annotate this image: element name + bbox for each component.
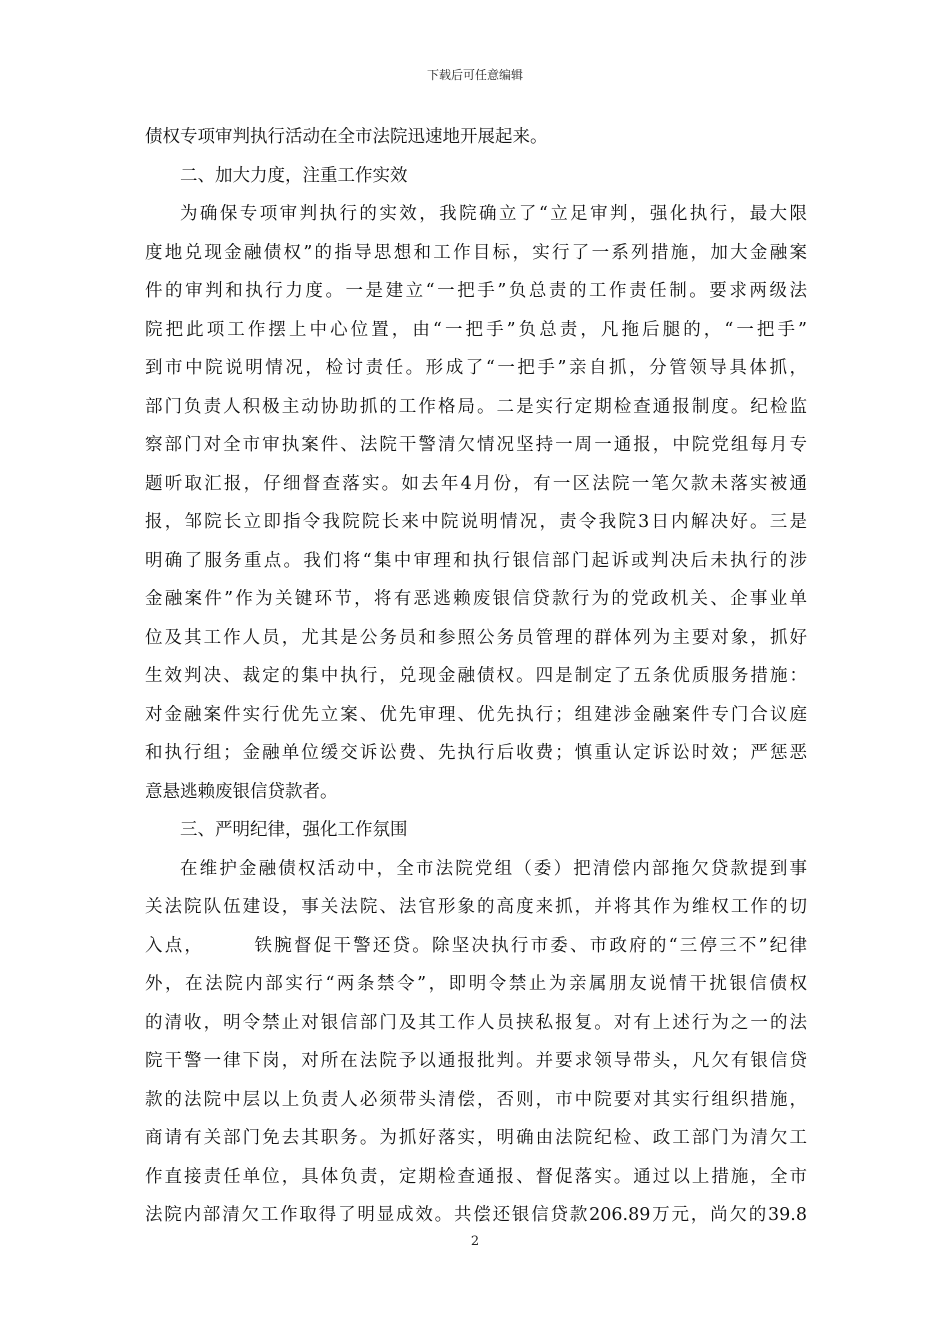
text-line: 为确保专项审判执行的实效，我院确立了“立足审判，强化执行，最大限 [180, 204, 807, 224]
text-line: 和执行组；金融单位缓交诉讼费、先执行后收费；慎重认定诉讼时效；严惩恶 [145, 743, 807, 763]
text-line: 题听取汇报，仔细督查落实。如去年4月份，有一区法院一笔欠款未落实被通 [145, 473, 807, 494]
text-line: 三、严明纪律，强化工作氛围 [180, 820, 408, 840]
text-line: 商请有关部门免去其职务。为抓好落实，明确由法院纪检、政工部门为清欠工 [145, 1128, 807, 1148]
text-line: 院把此项工作摆上中心位置，由“一把手”负总责，凡拖后腿的，“一把手” [145, 319, 807, 340]
text-line: 款的法院中层以上负责人必须带头清偿，否则，市中院要对其实行组织措施， [145, 1089, 807, 1110]
page-header: 下载后可任意编辑 [426, 68, 523, 82]
text-line: 在维护金融债权活动中，全市法院党组（委）把清偿内部拖欠贷款提到事 [180, 858, 807, 879]
text-line: 作直接责任单位，具体负责，定期检查通报、督促落实。通过以上措施，全市 [145, 1166, 807, 1187]
text-line: 件的审判和执行力度。一是建立“一把手”负总责的工作责任制。要求两级法 [145, 281, 807, 301]
text-line: 报，邹院长立即指令我院院长来中院说明情况，责令我院3日内解决好。三是 [145, 512, 807, 532]
text-line: 院干警一律下岗，对所在法院予以通报批判。并要求领导带头，凡欠有银信贷 [145, 1051, 807, 1071]
text-line: 对金融案件实行优先立案、优先审理、优先执行；组建涉金融案件专门合议庭 [145, 704, 807, 725]
text-line: 金融案件”作为关键环节，将有恶逃赖废银信贷款行为的党政机关、企事业单 [145, 589, 807, 609]
text-line: 二、加大力度，注重工作实效 [180, 165, 408, 186]
text-line: 的清收，明令禁止对银信部门及其工作人员挟私报复。对有上述行为之一的法 [145, 1012, 807, 1033]
text-line: 法院内部清欠工作取得了明显成效。共偿还银信贷款206.89万元，尚欠的39.8 [145, 1205, 807, 1225]
text-line: 入点， 铁腕督促干警还贷。除坚决执行市委、市政府的“三停三不”纪律 [145, 935, 807, 956]
text-line: 到市中院说明情况，检讨责任。形成了“一把手”亲自抓，分管领导具体抓， [145, 358, 807, 378]
text-line: 外，在法院内部实行“两条禁令”，即明令禁止为亲属朋友说情干扰银信债权 [145, 974, 807, 994]
document-body [145, 118, 807, 1235]
text-line: 度地兑现金融债权”的指导思想和工作目标，实行了一系列措施，加大金融案 [145, 242, 807, 263]
text-line: 债权专项审判执行活动在全市法院迅速地开展起来。 [145, 127, 548, 147]
text-line: 察部门对全市审执案件、法院干警清欠情况坚持一周一通报，中院党组每月专 [145, 435, 807, 455]
text-line: 意悬逃赖废银信贷款者。 [145, 781, 338, 802]
text-line: 生效判决、裁定的集中执行，兑现金融债权。四是制定了五条优质服务措施： [145, 666, 807, 686]
text-line: 部门负责人积极主动协助抓的工作格局。二是实行定期检查通报制度。纪检监 [145, 396, 807, 417]
text-line: 关法院队伍建设，事关法院、法官形象的高度来抓，并将其作为维权工作的切 [145, 897, 807, 917]
text-line: 位及其工作人员，尤其是公务员和参照公务员管理的群体列为主要对象，抓好 [145, 627, 807, 648]
text-line: 明确了服务重点。我们将“集中审理和执行银信部门起诉或判决后未执行的涉 [145, 550, 807, 571]
page-number: 2 [470, 1234, 480, 1249]
